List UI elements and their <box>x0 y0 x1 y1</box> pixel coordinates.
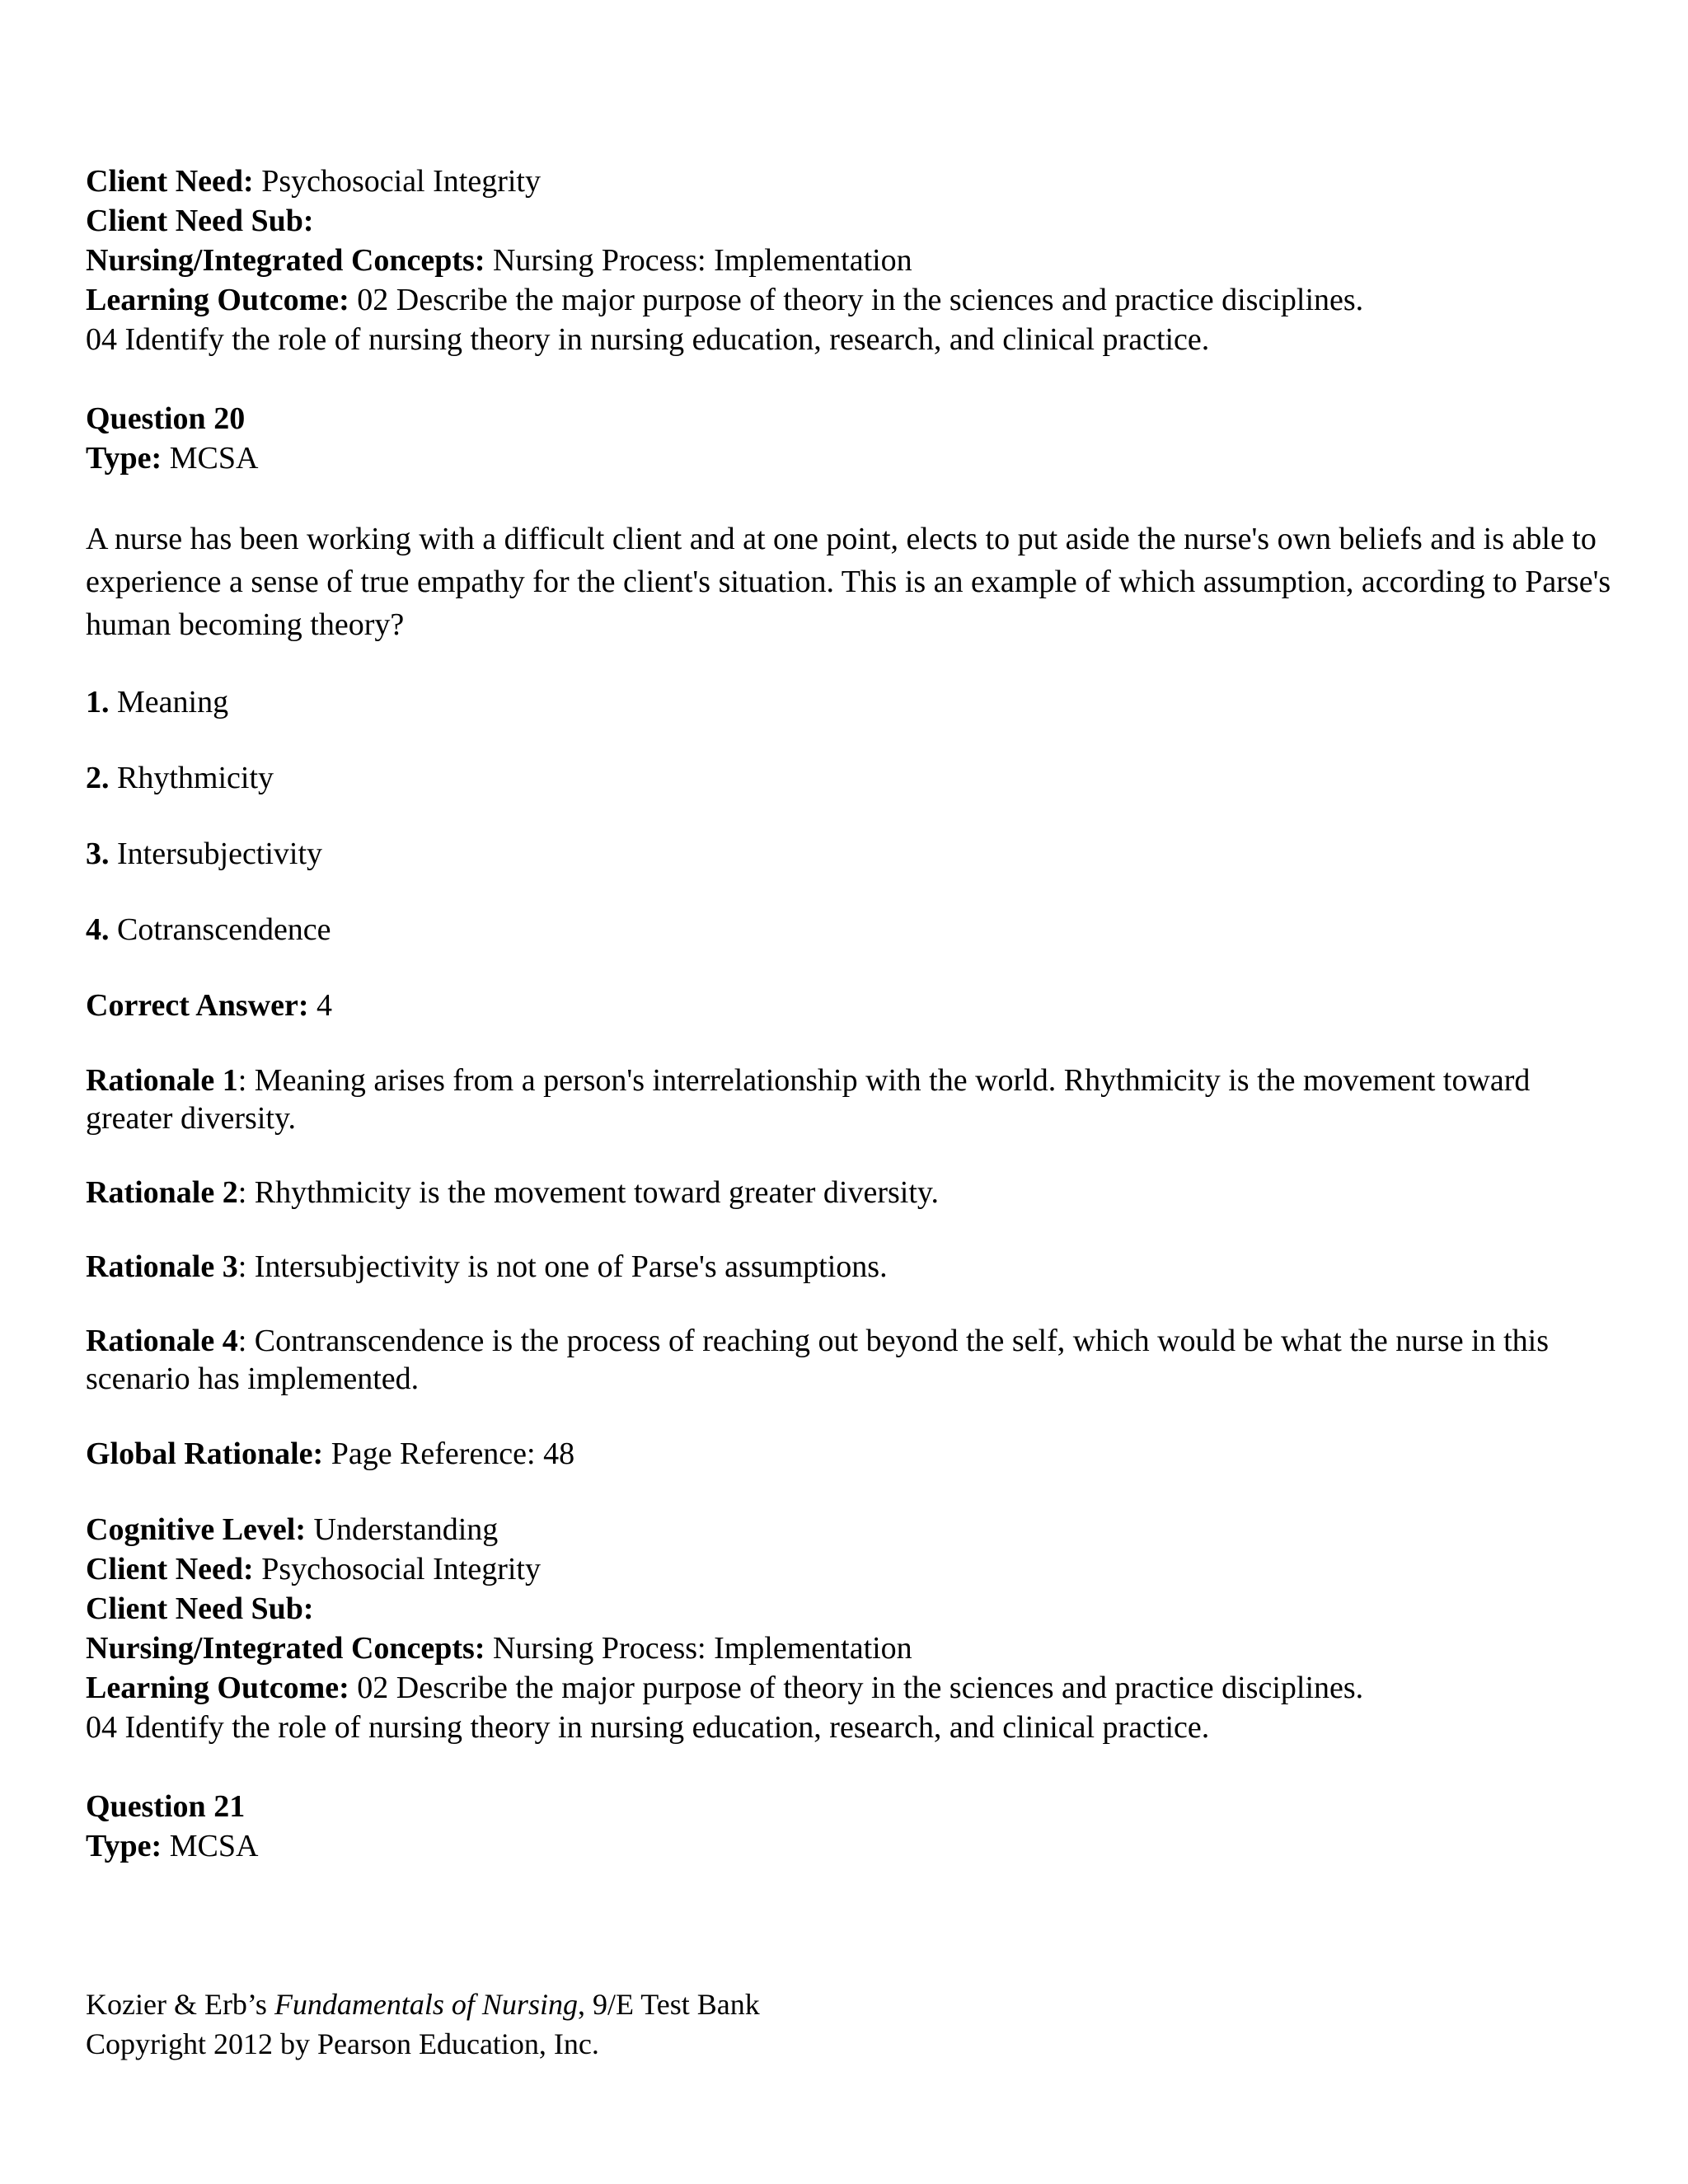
concepts-value: Nursing Process: Implementation <box>492 243 912 278</box>
outcome-line <box>86 1668 1619 1708</box>
outcome-value: 02 Describe the major purpose of theory in the sciences and practice disciplines. <box>357 283 1364 317</box>
rationale-label: Rationale 3 <box>86 1249 238 1284</box>
rationale <box>86 1062 1619 1137</box>
global-rationale-line <box>86 1434 1619 1474</box>
option-text: Cotranscendence <box>117 912 331 947</box>
concepts-line <box>86 241 1619 280</box>
global-rationale-label: Global Rationale: <box>86 1436 324 1471</box>
rationale <box>86 1174 1619 1212</box>
correct-answer-label: Correct Answer: <box>86 988 309 1023</box>
page-footer <box>86 1985 760 2064</box>
rationale-text: : Intersubjectivity is not one of Parse's assumptions. <box>237 1249 888 1284</box>
client-need-value: Psychosocial Integrity <box>261 1552 541 1586</box>
answer-option <box>86 834 1619 874</box>
outcome-label: Learning Outcome: <box>86 283 349 317</box>
outcome-label: Learning Outcome: <box>86 1671 349 1705</box>
cognitive-level-line <box>86 1510 1619 1549</box>
outcome-line-2: 04 Identify the role of nursing theory in nursing education, research, and clinical practice. <box>86 1710 1210 1745</box>
question-heading: Question 20 <box>86 401 246 436</box>
option-number: 3. <box>86 837 110 871</box>
option-text: Meaning <box>117 685 229 719</box>
type-value: MCSA <box>169 441 259 476</box>
footer-book-title: Fundamentals of Nursing <box>274 1988 578 2021</box>
footer-prefix: Kozier & Erb’s <box>86 1988 274 2021</box>
footer-suffix: , 9/E Test Bank <box>577 1988 760 2021</box>
client-need-label: Client Need: <box>86 164 254 199</box>
rationale-text: : Contranscendence is the process of reaching out beyond the self, which would be what the nurse in this scenario has implemented. <box>86 1324 1550 1396</box>
correct-answer-line <box>86 986 1619 1025</box>
option-number: 1. <box>86 685 110 719</box>
document-page <box>86 162 1619 1866</box>
outcome-line-2: 04 Identify the role of nursing theory in nursing education, research, and clinical practice. <box>86 322 1210 357</box>
cognitive-level-value: Understanding <box>313 1512 499 1547</box>
rationale-label: Rationale 4 <box>86 1324 238 1358</box>
correct-answer-value: 4 <box>316 988 332 1023</box>
concepts-value: Nursing Process: Implementation <box>492 1631 912 1666</box>
option-text: Rhythmicity <box>117 761 274 795</box>
footer-source-line <box>86 1985 760 2024</box>
question-heading: Question 21 <box>86 1789 246 1824</box>
cognitive-level-label: Cognitive Level: <box>86 1512 307 1547</box>
rationale <box>86 1322 1619 1398</box>
client-need-label: Client Need: <box>86 1552 254 1586</box>
footer-copyright: Copyright 2012 by Pearson Education, Inc. <box>86 2027 599 2060</box>
client-need-sub-label: Client Need Sub: <box>86 204 314 238</box>
answer-option <box>86 758 1619 798</box>
option-number: 4. <box>86 912 110 947</box>
concepts-label: Nursing/Integrated Concepts: <box>86 1631 485 1666</box>
client-need-sub-label: Client Need Sub: <box>86 1591 314 1626</box>
client-need-value: Psychosocial Integrity <box>261 164 541 199</box>
option-number: 2. <box>86 761 110 795</box>
outcome-line <box>86 280 1619 320</box>
rationale <box>86 1248 1619 1286</box>
outcome-value: 02 Describe the major purpose of theory in the sciences and practice disciplines. <box>357 1671 1364 1705</box>
concepts-label: Nursing/Integrated Concepts: <box>86 243 485 278</box>
type-label: Type: <box>86 1829 162 1863</box>
rationale-label: Rationale 2 <box>86 1175 238 1210</box>
question-type-line <box>86 438 1619 478</box>
answer-option <box>86 682 1619 722</box>
answer-option <box>86 910 1619 949</box>
client-need-line <box>86 1549 1619 1589</box>
rationale-label: Rationale 1 <box>86 1063 238 1098</box>
question-type-line <box>86 1826 1619 1866</box>
rationale-text: : Rhythmicity is the movement toward greater diversity. <box>237 1175 939 1210</box>
rationale-text: : Meaning arises from a person's interrelationship with the world. Rhythmicity is the movement toward greater diversity. <box>86 1063 1531 1136</box>
question-stem: A nurse has been working with a difficult client and at one point, elects to put aside the nurse's own beliefs and is able to experience a sense of true empathy for the client's situation. This is an example of which assumption, according to Parse's human becoming theory? <box>86 522 1611 642</box>
type-label: Type: <box>86 441 162 476</box>
concepts-line <box>86 1629 1619 1668</box>
client-need-line <box>86 162 1619 201</box>
global-rationale-value: Page Reference: 48 <box>331 1436 575 1471</box>
type-value: MCSA <box>169 1829 259 1863</box>
option-text: Intersubjectivity <box>117 837 323 871</box>
